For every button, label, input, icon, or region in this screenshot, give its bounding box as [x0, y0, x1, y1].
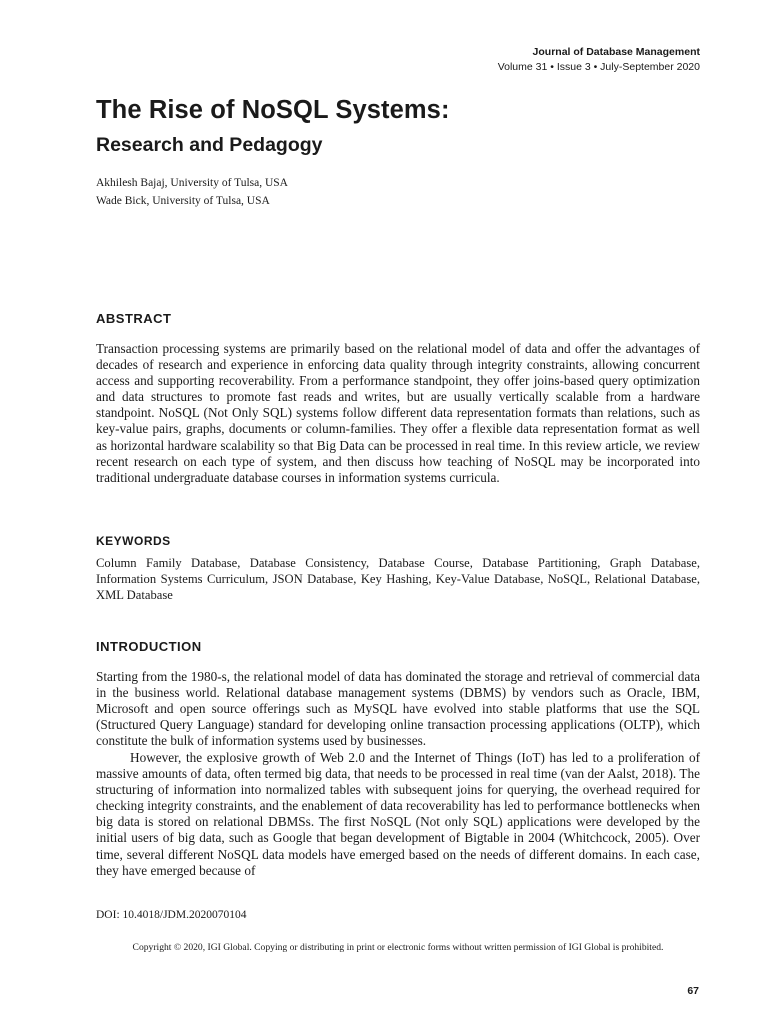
journal-issue-line: Volume 31 • Issue 3 • July-September 2020 — [497, 61, 700, 73]
author-line: Wade Bick, University of Tulsa, USA — [96, 195, 270, 207]
page-number: 67 — [687, 985, 699, 997]
copyright-notice: Copyright © 2020, IGI Global. Copying or distributing in print or electronic forms without written permission of IGI Global is prohibited. — [132, 942, 664, 953]
abstract-text: Transaction processing systems are primarily based on the relational model of data and offer the advantages of decades of research and experience in enforcing data quality through integrity constraints, allowing concurrent access and supporting recoverability. From a performance standpoint, they offer joins-based query optimization and data structures to promote fast reads and writes, but are usually vertically scalable from a hardware standpoint. NoSQL (Not Only SQL) systems follow different data representation formats than relations, such as key-value pairs, graphs, documents or column-families. They offer a flexible data representation format as well as horizontal hardware scalability so that Big Data can be processed in real time. In this review article, we review recent research on each type of system, and then discuss how teaching of NoSQL may be incorporated into traditional undergraduate database courses in information systems curricula. — [96, 341, 700, 485]
journal-name: Journal of Database Management — [532, 46, 700, 58]
abstract-heading: ABSTRACT — [96, 311, 172, 326]
article-subtitle: Research and Pedagogy — [96, 134, 323, 156]
author-line: Akhilesh Bajaj, University of Tulsa, USA — [96, 177, 288, 189]
introduction-paragraph: However, the explosive growth of Web 2.0 and the Internet of Things (IoT) has led to a proliferation of massive amounts of data, often termed big data, that needs to be processed in real time (van der Aalst, 2018). The structuring of information into normalized tables with subsequent joins for querying, the overhead required for checking integrity constraints, and the enablement of data recoverability has led to performance bottlenecks when big data is stored on relational DBMSs. The first NoSQL (Not only SQL) applications were developed by the initial users of big data, such as Google that began development of Bigtable in 2004 (Whitchcock, 2005). Over time, several different NoSQL data models have emerged based on the needs of different domains. In each case, they have emerged because of — [96, 750, 700, 878]
keywords-heading: KEYWORDS — [96, 534, 171, 548]
introduction-heading: INTRODUCTION — [96, 639, 202, 654]
doi-line: DOI: 10.4018/JDM.2020070104 — [96, 909, 247, 921]
introduction-paragraph: Starting from the 1980-s, the relational model of data has dominated the storage and retrieval of commercial data in the business world. Relational database management systems (DBMS) by vendors such as Oracle, IBM, Microsoft and open source offerings such as MySQL have evolved into stable platforms that use the SQL (Structured Query Language) standard for developing online transaction processing applications (OLTP), which constitute the bulk of information systems used by businesses. — [96, 669, 700, 749]
article-title: The Rise of NoSQL Systems: — [96, 96, 450, 124]
keywords-text: Column Family Database, Database Consistency, Database Course, Database Partitioning, Graph Database, Information Systems Curriculum, JSON Database, Key Hashing, Key-Value Database, NoSQL, Relational Database, XML Database — [96, 556, 700, 602]
